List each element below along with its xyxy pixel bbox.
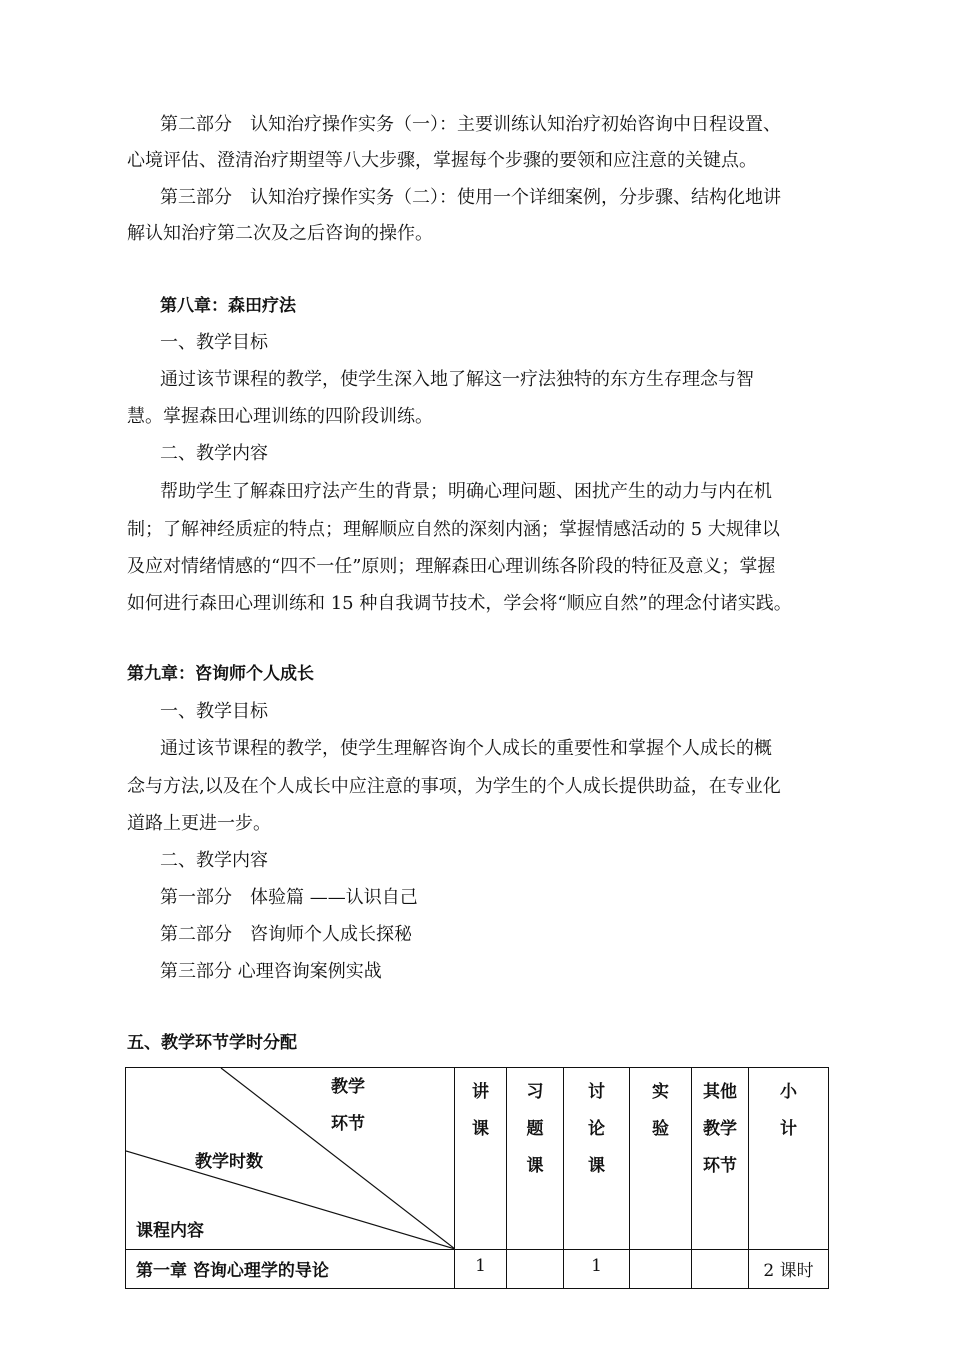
col-header-exercise: 习题课 [507, 1068, 564, 1250]
col-header-discussion: 讨论课 [564, 1068, 630, 1250]
paragraph-line: 第三部分 认知治疗操作实务（二）：使用一个详细案例，分步骤、结构化地讲 [160, 187, 781, 208]
paragraph-line: 念与方法,以及在个人成长中应注意的事项，为学生的个人成长提供助益，在专业化 [127, 776, 781, 797]
cell-experiment [630, 1250, 692, 1289]
chapter8-goal-heading: 一、教学目标 [160, 332, 268, 353]
chapter9-content-heading: 二、教学内容 [160, 850, 268, 871]
paragraph-line: 第二部分 认知治疗操作实务（一）：主要训练认知治疗初始咨询中日程设置、 [160, 114, 781, 135]
hours-allocation-table [125, 1067, 829, 1289]
row-label: 第一章 咨询心理学的导论 [126, 1250, 455, 1289]
section5-title: 五、教学环节学时分配 [127, 1033, 297, 1053]
chapter8-title: 第八章：森田疗法 [160, 296, 296, 316]
cell-exercise [507, 1250, 564, 1289]
col-header-other: 其他教学环节 [692, 1068, 749, 1250]
chapter9-part-1: 第一部分 体验篇 ——认识自己 [160, 887, 418, 908]
chapter9-goal-heading: 一、教学目标 [160, 701, 268, 722]
diag-header-top-2: 环节 [331, 1114, 365, 1134]
diag-header-top-1: 教学 [331, 1077, 365, 1097]
paragraph-line: 解认知治疗第二次及之后咨询的操作。 [127, 223, 433, 244]
cell-lecture: 1 [455, 1250, 507, 1289]
cell-other [692, 1250, 749, 1289]
col-header-experiment: 实验 [630, 1068, 692, 1250]
paragraph-line: 心境评估、澄清治疗期望等八大步骤，掌握每个步骤的要领和应注意的关键点。 [127, 150, 757, 171]
chapter9-part-3: 第三部分 心理咨询案例实战 [160, 961, 382, 982]
paragraph-line: 慧。掌握森田心理训练的四阶段训练。 [127, 406, 433, 427]
chapter9-title: 第九章：咨询师个人成长 [127, 664, 314, 684]
cell-subtotal: 2 课时 [749, 1250, 829, 1289]
diag-header-bottom: 课程内容 [136, 1221, 204, 1241]
cell-discussion: 1 [564, 1250, 630, 1289]
paragraph-line: 及应对情绪情感的“四不一任”原则；理解森田心理训练各阶段的特征及意义；掌握 [127, 556, 776, 577]
paragraph-line: 帮助学生了解森田疗法产生的背景；明确心理问题、困扰产生的动力与内在机 [160, 481, 772, 502]
col-header-subtotal: 小计 [749, 1068, 829, 1250]
diag-header-middle: 教学时数 [195, 1152, 263, 1172]
paragraph-line: 如何进行森田心理训练和 15 种自我调节技术，学会将“顺应自然”的理念付诸实践。 [127, 593, 792, 614]
paragraph-line: 道路上更进一步。 [127, 813, 271, 834]
paragraph-line: 通过该节课程的教学，使学生理解咨询个人成长的重要性和掌握个人成长的概 [160, 738, 772, 759]
chapter8-content-heading: 二、教学内容 [160, 443, 268, 464]
table-header-row [126, 1068, 829, 1250]
paragraph-line: 通过该节课程的教学，使学生深入地了解这一疗法独特的东方生存理念与智 [160, 369, 754, 390]
col-header-lecture: 讲课 [455, 1068, 507, 1250]
chapter9-part-2: 第二部分 咨询师个人成长探秘 [160, 924, 412, 945]
table-row [126, 1250, 829, 1289]
diagonal-header-cell [126, 1068, 455, 1250]
paragraph-line: 制；了解神经质症的特点；理解顺应自然的深刻内涵；掌握情感活动的 5 大规律以 [127, 519, 780, 540]
